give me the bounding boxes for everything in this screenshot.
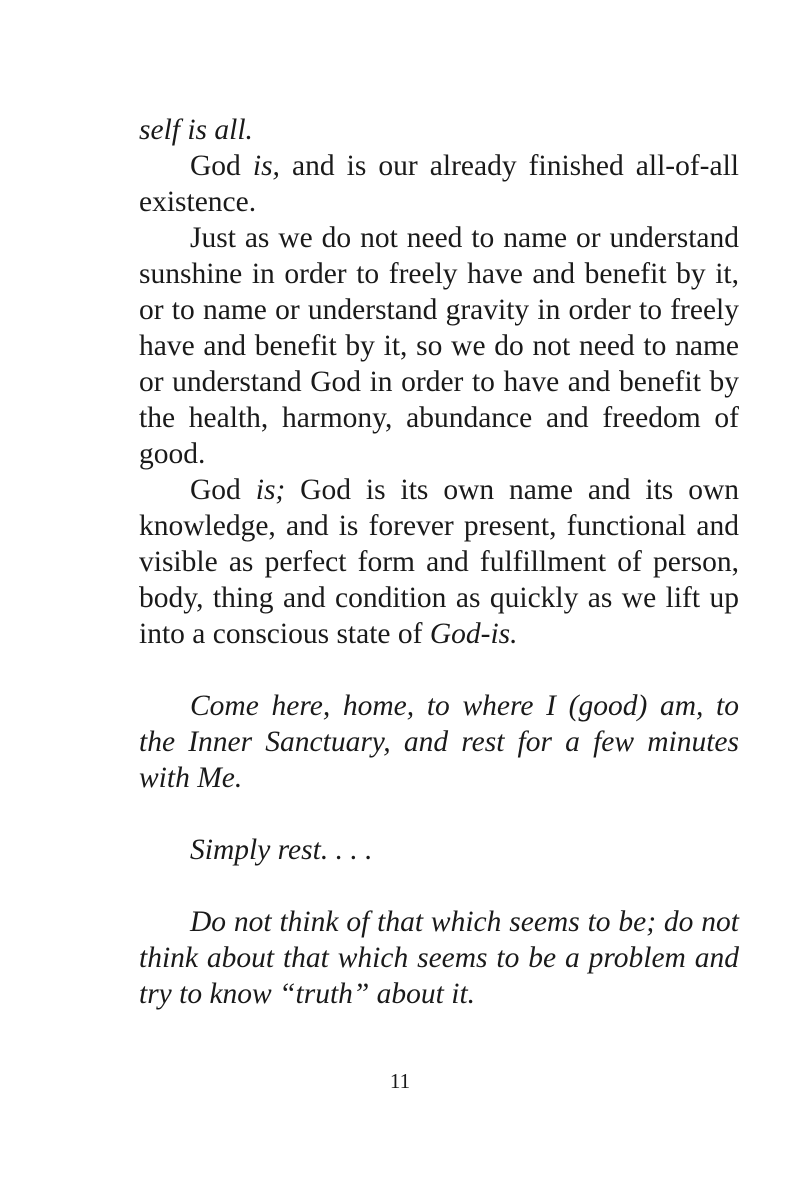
paragraph-text: God bbox=[190, 150, 253, 182]
paragraph-continuation: self is all. bbox=[139, 114, 253, 146]
body-text bbox=[139, 112, 739, 1012]
paragraph-god-is-name bbox=[139, 472, 739, 652]
paragraph-come-home: Come here, home, to where I (good) am, to the Inner Sanctuary, and rest for a few minutes with Me. bbox=[139, 690, 739, 794]
paragraph-text: and is our already finished all-of-all existence. bbox=[139, 150, 739, 218]
page-number: 11 bbox=[389, 1069, 411, 1093]
paragraph-god-is-existence bbox=[139, 148, 739, 220]
paragraph-sunshine-gravity: Just as we do not need to name or understand sunshine in order to freely have and benefit by it, or to name or understand gravity in order to freely have and benefit by it, so we do not need to name or understand God in order to have and benefit by the health, harmony, abundance and freedom of good. bbox=[139, 222, 739, 470]
paragraph-text: God bbox=[190, 474, 256, 506]
emphasis-god-is: God-is. bbox=[429, 618, 518, 650]
emphasis-is: is, bbox=[252, 150, 280, 182]
paragraph-do-not-think: Do not think of that which seems to be; do not think about that which seems to be a problem and try to know “truth” about it. bbox=[139, 906, 739, 1010]
emphasis-is: is; bbox=[255, 474, 286, 506]
paragraph-simply-rest: Simply rest. . . . bbox=[190, 834, 373, 866]
paragraph-text: God is its own name and its own knowledge, and is forever present, functional and visible as perfect form and fulfillment of person, body, thing and condition as quickly as we lift up into a conscious state of bbox=[139, 474, 740, 650]
